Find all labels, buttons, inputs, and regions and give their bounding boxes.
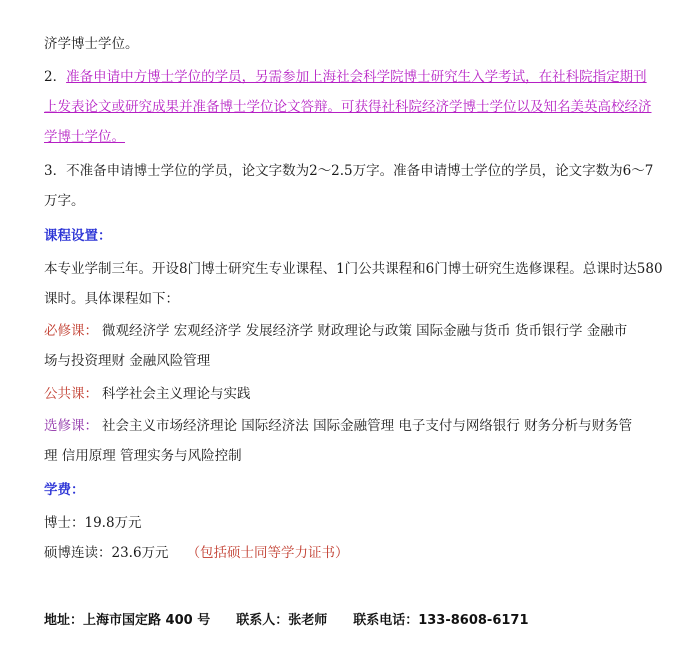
fee-phd: 博士：19.8万元 xyxy=(44,515,142,531)
item2-link-line-2[interactable]: 上发表论文或研究成果并准备博士学位论文答辩。可获得社科院经济学博士学位以及知名美英高校经济 xyxy=(44,99,652,115)
fees-heading-text: 学费： xyxy=(44,482,85,498)
elective-courses-line-2 xyxy=(44,446,242,466)
intro-line xyxy=(44,34,139,54)
public-courses-line xyxy=(44,384,251,404)
elective-courses-2: 理 信用原理 管理实务与风险控制 xyxy=(44,448,242,464)
public-courses-1: 科学社会主义理论与实践 xyxy=(102,386,251,402)
intro-text: 济学博士学位。 xyxy=(44,36,139,52)
fee-combined: 硕博连读：23.6万元 xyxy=(44,545,169,561)
required-courses-line-1 xyxy=(44,321,627,341)
required-courses-2: 场与投资理财 金融风险管理 xyxy=(44,353,211,369)
item2-link-line-1[interactable]: 准备申请中方博士学位的学员，另需参加上海社会科学院博士研究生入学考试，在社科院指定期刊 xyxy=(66,69,647,85)
footer-address: 地址：上海市国定路 400 号 xyxy=(44,613,211,628)
footer-phone: 联系电话：133-8608-6171 xyxy=(353,613,529,628)
fee-phd-line xyxy=(44,513,142,533)
courses-desc-1: 本专业学制三年。开设8门博士研究生专业课程、1门公共课程和6门博士研究生选修课程。总课时达580 xyxy=(44,261,663,277)
required-label: 必修课： xyxy=(44,323,98,339)
required-courses-line-2 xyxy=(44,351,210,371)
fees-heading xyxy=(44,480,85,500)
elective-courses-1: 社会主义市场经济理论 国际经济法 国际金融管理 电子支付与网络银行 财务分析与财务管 xyxy=(102,418,633,434)
item3-line-2 xyxy=(44,191,85,211)
fee-combined-note: （包括硕士同等学力证书） xyxy=(186,545,349,561)
courses-desc-line-2 xyxy=(44,289,179,309)
elective-courses-line-1 xyxy=(44,416,632,436)
item2-link-line-3[interactable]: 学博士学位。 xyxy=(44,129,125,145)
courses-heading xyxy=(44,226,112,246)
item2-line-3 xyxy=(44,127,125,147)
contact-footer xyxy=(44,611,529,631)
item2-line-2 xyxy=(44,97,652,117)
item2-line-1 xyxy=(44,67,647,87)
courses-desc-2: 课时。具体课程如下： xyxy=(44,291,179,307)
courses-desc-line-1 xyxy=(44,259,663,279)
item2-number: 2． xyxy=(44,69,67,85)
footer-contact: 联系人：张老师 xyxy=(236,613,328,628)
public-label: 公共课： xyxy=(44,386,98,402)
fee-combined-line xyxy=(44,543,349,563)
item3-text-1: 3．不准备申请博士学位的学员，论文字数为2～2.5万字。准备申请博士学位的学员，论文字数为6～7 xyxy=(44,163,654,179)
required-courses-1: 微观经济学 宏观经济学 发展经济学 财政理论与政策 国际金融与货币 货币银行学 金融市 xyxy=(102,323,628,339)
item3-line-1 xyxy=(44,161,653,181)
courses-heading-text: 课程设置： xyxy=(44,228,112,244)
item3-text-2: 万字。 xyxy=(44,193,85,209)
elective-label: 选修课： xyxy=(44,418,98,434)
